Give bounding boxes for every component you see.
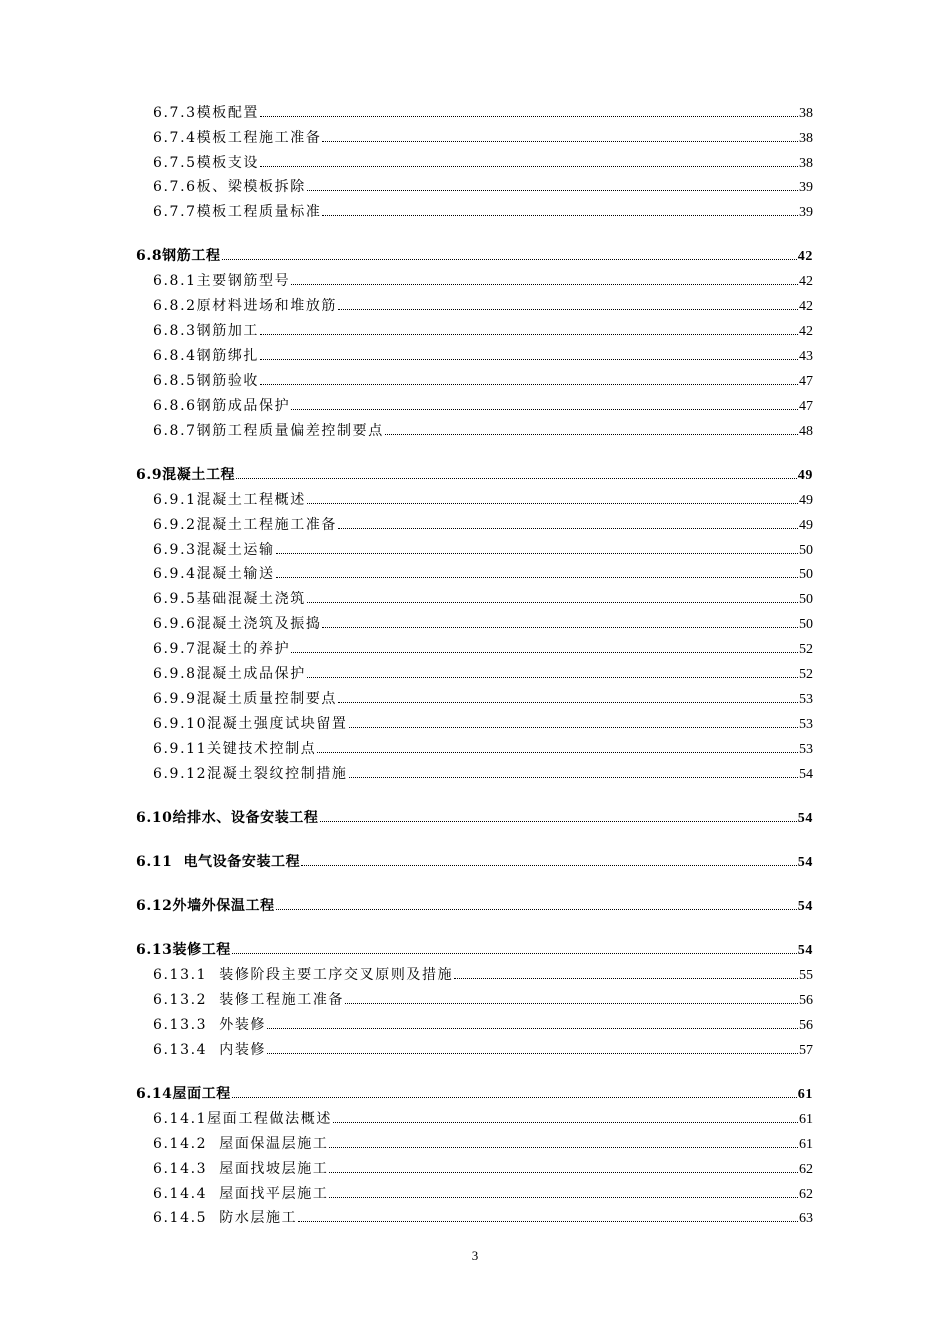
dot-leader	[307, 190, 798, 191]
toc-entry[interactable]	[153, 176, 813, 196]
toc-section[interactable]	[136, 851, 813, 871]
toc-entry[interactable]	[153, 127, 813, 147]
toc-entry-page: 54	[799, 767, 813, 782]
toc-section-label: 6.11 电气设备安装工程	[136, 854, 301, 870]
toc-entry[interactable]	[153, 395, 813, 415]
toc-section[interactable]	[136, 1083, 813, 1103]
dot-leader	[349, 727, 798, 728]
toc-entry-page: 49	[799, 493, 813, 508]
toc-entry-label: 6.9.7混凝土的养护	[153, 641, 291, 657]
toc-entry-page: 43	[799, 349, 813, 364]
toc-entry-label: 6.13.3 外装修	[153, 1017, 267, 1033]
toc-entry-label: 6.9.4混凝土输送	[153, 566, 275, 582]
dot-leader	[232, 953, 797, 954]
toc-entry[interactable]	[153, 588, 813, 608]
dot-leader	[276, 577, 798, 578]
toc-entry-label: 6.9.1混凝土工程概述	[153, 492, 306, 508]
toc-entry-label: 6.9.10混凝土强度试块留置	[153, 716, 348, 732]
toc-entry-page: 52	[799, 667, 813, 682]
toc-entry-label: 6.13.1 装修阶段主要工序交叉原则及措施	[153, 967, 454, 983]
toc-section-label: 6.13装修工程	[136, 942, 231, 958]
dot-leader	[260, 384, 798, 385]
toc-entry[interactable]	[153, 370, 813, 390]
toc-entry-label: 6.14.1屋面工程做法概述	[153, 1111, 332, 1127]
page-number: 3	[471, 1248, 479, 1263]
dot-leader	[329, 1147, 798, 1148]
toc-entry-label: 6.7.3模板配置	[153, 105, 260, 121]
dot-leader	[276, 553, 798, 554]
toc-entry[interactable]	[153, 763, 813, 783]
toc-section-page: 54	[797, 855, 813, 870]
toc-entry-label: 6.9.5基础混凝土浇筑	[153, 591, 306, 607]
dot-leader	[329, 1172, 798, 1173]
toc-entry-page: 53	[799, 742, 813, 757]
toc-entry[interactable]	[153, 713, 813, 733]
toc-entry-label: 6.9.8混凝土成品保护	[153, 666, 306, 682]
dot-leader	[236, 478, 797, 479]
toc-entry-page: 53	[799, 717, 813, 732]
dot-leader	[291, 652, 798, 653]
toc-entry[interactable]	[153, 688, 813, 708]
toc-entry-label: 6.8.2原材料进场和堆放筋	[153, 298, 338, 314]
dot-leader	[267, 1053, 798, 1054]
toc-entry[interactable]	[153, 1108, 813, 1128]
toc-entry[interactable]	[153, 563, 813, 583]
toc-entry[interactable]	[153, 201, 813, 221]
toc-section[interactable]	[136, 245, 813, 265]
toc-entry-label: 6.9.2混凝土工程施工准备	[153, 517, 338, 533]
toc-entry[interactable]	[153, 638, 813, 658]
toc-entry-page: 52	[799, 642, 813, 657]
toc-entry-page: 47	[799, 399, 813, 414]
toc-entry-page: 55	[799, 968, 813, 983]
toc-entry-page: 48	[799, 424, 813, 439]
toc-entry[interactable]	[153, 320, 813, 340]
dot-leader	[232, 1097, 797, 1098]
toc-entry[interactable]	[153, 1039, 813, 1059]
toc-entry[interactable]	[153, 420, 813, 440]
toc-entry[interactable]	[153, 1133, 813, 1153]
toc-entry-label: 6.8.5钢筋验收	[153, 373, 260, 389]
toc-entry-label: 6.8.4钢筋绑扎	[153, 348, 260, 364]
toc-entry[interactable]	[153, 295, 813, 315]
toc-entry[interactable]	[153, 539, 813, 559]
toc-entry-page: 56	[799, 993, 813, 1008]
toc-entry-label: 6.9.3混凝土运输	[153, 542, 275, 558]
toc-entry-label: 6.8.1主要钢筋型号	[153, 273, 291, 289]
toc-entry-label: 6.14.5 防水层施工	[153, 1210, 298, 1226]
toc-entry[interactable]	[153, 613, 813, 633]
toc-section[interactable]	[136, 807, 813, 827]
toc-section-label: 6.14屋面工程	[136, 1086, 231, 1102]
toc-entry-page: 47	[799, 374, 813, 389]
toc-entry[interactable]	[153, 1158, 813, 1178]
toc-entry-page: 61	[799, 1137, 813, 1152]
toc-entry[interactable]	[153, 1207, 813, 1227]
toc-entry-label: 6.9.12混凝土裂纹控制措施	[153, 766, 348, 782]
toc-entry-label: 6.9.6混凝土浇筑及振捣	[153, 616, 322, 632]
toc-entry-page: 50	[799, 617, 813, 632]
toc-entry-page: 56	[799, 1018, 813, 1033]
toc-entry-label: 6.8.3钢筋加工	[153, 323, 260, 339]
toc-section-page: 49	[797, 468, 813, 483]
toc-entry[interactable]	[153, 102, 813, 122]
toc-entry-label: 6.13.2 装修工程施工准备	[153, 992, 345, 1008]
dot-leader	[322, 627, 798, 628]
toc-entry-label: 6.7.6板、梁模板拆除	[153, 179, 306, 195]
dot-leader	[260, 359, 798, 360]
toc-section-page: 54	[797, 899, 813, 914]
dot-leader	[307, 503, 798, 504]
toc-entry-page: 53	[799, 692, 813, 707]
toc-entry-page: 50	[799, 592, 813, 607]
toc-entry-label: 6.14.3 屋面找坡层施工	[153, 1161, 329, 1177]
toc-entry-page: 38	[799, 106, 813, 121]
toc-section-page: 54	[797, 811, 813, 826]
toc-entry-page: 42	[799, 299, 813, 314]
toc-section[interactable]	[136, 939, 813, 959]
toc-section[interactable]	[136, 464, 813, 484]
dot-leader	[385, 434, 798, 435]
dot-leader	[320, 821, 797, 822]
toc-entry-page: 63	[799, 1211, 813, 1226]
dot-leader	[260, 166, 798, 167]
dot-leader	[317, 752, 798, 753]
dot-leader	[276, 909, 797, 910]
dot-leader	[349, 777, 798, 778]
dot-leader	[222, 259, 797, 260]
dot-leader	[333, 1122, 798, 1123]
toc-entry-page: 61	[799, 1112, 813, 1127]
toc-entry-label: 6.9.9混凝土质量控制要点	[153, 691, 338, 707]
toc-entry[interactable]	[153, 1014, 813, 1034]
toc-entry[interactable]	[153, 663, 813, 683]
toc-entry-label: 6.9.11关键技术控制点	[153, 741, 317, 757]
dot-leader	[291, 284, 798, 285]
dot-leader	[345, 1003, 798, 1004]
dot-leader	[322, 215, 798, 216]
toc-entry-page: 50	[799, 543, 813, 558]
toc-entry[interactable]	[153, 152, 813, 172]
toc-entry-label: 6.14.2 屋面保温层施工	[153, 1136, 329, 1152]
dot-leader	[338, 702, 798, 703]
dot-leader	[338, 528, 798, 529]
toc-entry[interactable]	[153, 1183, 813, 1203]
dot-leader	[307, 602, 798, 603]
toc-entry-label: 6.14.4 屋面找平层施工	[153, 1186, 329, 1202]
toc-section-page: 54	[797, 943, 813, 958]
toc-section[interactable]	[136, 895, 813, 915]
toc-entry-label: 6.7.7模板工程质量标准	[153, 204, 322, 220]
dot-leader	[291, 409, 798, 410]
toc-entry[interactable]	[153, 270, 813, 290]
toc-entry[interactable]	[153, 989, 813, 1009]
toc-entry-page: 49	[799, 518, 813, 533]
toc-entry-label: 6.8.6钢筋成品保护	[153, 398, 291, 414]
toc-section-page: 42	[797, 249, 813, 264]
toc-section-label: 6.8钢筋工程	[136, 248, 221, 264]
toc-entry[interactable]	[153, 738, 813, 758]
toc-entry[interactable]	[153, 964, 813, 984]
toc-entry-label: 6.13.4 内装修	[153, 1042, 267, 1058]
toc-entry-page: 39	[799, 205, 813, 220]
toc-section-label: 6.12外墙外保温工程	[136, 898, 275, 914]
toc-entry-page: 57	[799, 1043, 813, 1058]
dot-leader	[454, 978, 798, 979]
toc-section-label: 6.9混凝土工程	[136, 467, 236, 483]
toc-entry-page: 42	[799, 324, 813, 339]
toc-entry-page: 38	[799, 131, 813, 146]
dot-leader	[267, 1028, 798, 1029]
toc-entry[interactable]	[153, 345, 813, 365]
dot-leader	[301, 865, 797, 866]
toc-entry-page: 38	[799, 156, 813, 171]
toc-section-page: 61	[797, 1087, 813, 1102]
toc-entry-label: 6.7.5模板支设	[153, 155, 260, 171]
toc-entry-page: 42	[799, 274, 813, 289]
dot-leader	[329, 1197, 798, 1198]
toc-entry[interactable]	[153, 489, 813, 509]
toc-entry[interactable]	[153, 514, 813, 534]
toc-entry-page: 39	[799, 180, 813, 195]
toc-entry-page: 62	[799, 1162, 813, 1177]
dot-leader	[260, 334, 798, 335]
toc-section-label: 6.10给排水、设备安装工程	[136, 810, 319, 826]
dot-leader	[260, 116, 798, 117]
dot-leader	[307, 677, 798, 678]
dot-leader	[338, 309, 798, 310]
dot-leader	[298, 1221, 798, 1222]
toc-entry-label: 6.8.7钢筋工程质量偏差控制要点	[153, 423, 384, 439]
toc-entry-page: 50	[799, 567, 813, 582]
toc-entry-page: 62	[799, 1187, 813, 1202]
dot-leader	[322, 141, 798, 142]
toc-entry-label: 6.7.4模板工程施工准备	[153, 130, 322, 146]
